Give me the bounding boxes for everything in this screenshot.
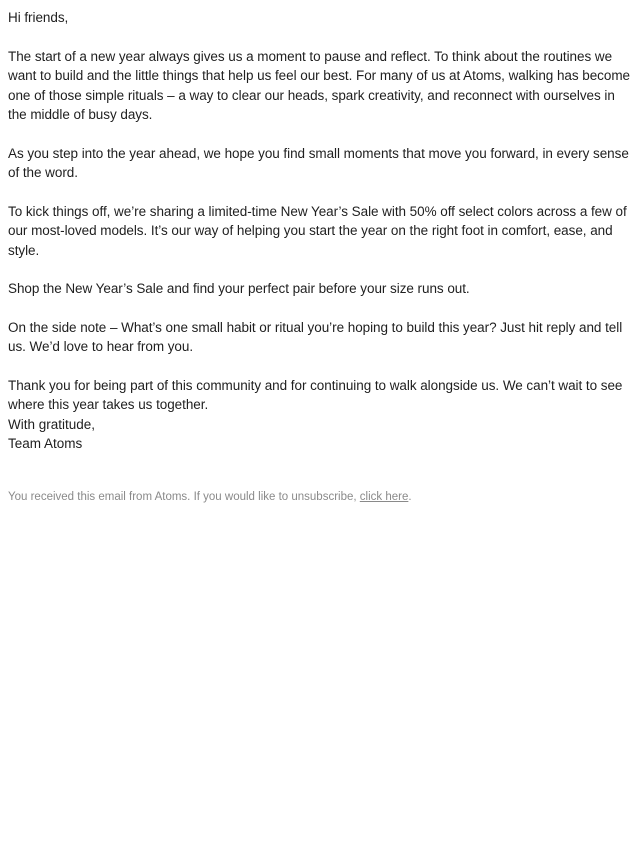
email-footer (0, 489, 640, 505)
paragraph-6: Thank you for being part of this community and for continuing to walk alongside us. We can’t wait to see where this year takes us together. (8, 377, 623, 412)
footer-spacer (0, 453, 640, 489)
signature-sender: Team Atoms (8, 435, 83, 451)
greeting-line: Hi friends, (8, 10, 69, 25)
footer-text-end: . (408, 490, 412, 503)
paragraph-5: On the side note – What’s one small habit or ritual you’re hoping to build this year? Just hit reply and tell us. We’d love to hear from you. (8, 319, 623, 354)
footer-text: You received this email from Atoms. If you would like to unsubscribe, (8, 490, 357, 503)
paragraph-1: The start of a new year always gives us a moment to pause and reflect. To think about the routines we want to build and the little things that help us feel our best. For many of us at Atoms, walking has become one of those simple rituals – a way to clear our heads, spark creativity, and reconnect with ourselves in the middle of busy days. (8, 48, 630, 122)
email-signature (8, 415, 632, 453)
paragraph-4: Shop the New Year’s Sale and find your perfect pair before your size runs out. (8, 281, 470, 296)
unsubscribe-link[interactable]: click here (359, 490, 409, 503)
signature-closing: With gratitude, (8, 416, 96, 432)
paragraph-2: As you step into the year ahead, we hope you find small moments that move you forward, in every sense of the word. (8, 145, 629, 180)
paragraph-3: To kick things off, we’re sharing a limited-time New Year’s Sale with 50% off select colors across a few of our most-loved models. It’s our way of helping you start the year on the right foot in comfort, ease, and style. (8, 203, 627, 258)
